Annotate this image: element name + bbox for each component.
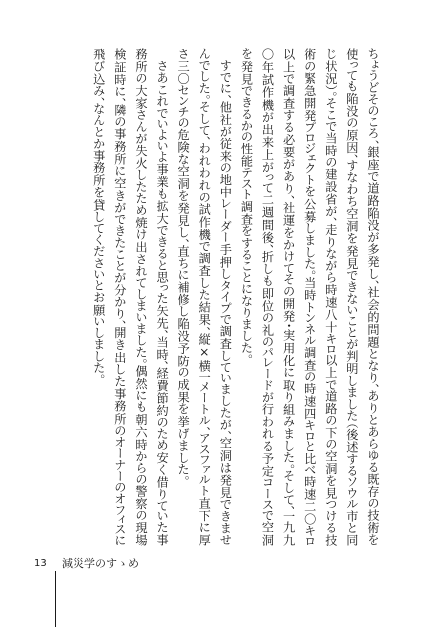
page-number: 13: [34, 558, 47, 569]
paragraph-3: さあこれでいよいよ事業も拡大できると思った矢先、当時、経費節約のため安く借りていた事務所の大家さんが失火したため焼け出されてしまいました。偶然にも朝六時からの警察の現場検証時に、隣の事務所に空きができたことが分かり、開き出した事務所のオーナーのオフィスに飛び込み、なんとか事務所を貸してくださいとお願いしました。: [91, 48, 170, 546]
paragraph-1: ちょうどそのころ、銀座で道路陥没が多発し、社会的問題となり、ありとあらゆる既存の技術を使っても陥没の原因、すなわち空洞を発見できないことが判明しました（後述するソウル市と同じ状況）。そこで当時の建設省が、走りながら時速八十キロ以上で道路の下の空洞を見つける技術の緊急開発プロジェクトを公募しました。当時トンネル調査の時速四キロと比べ時速二〇キロ以上で調査する必要があり、社運をかけてその開発・実用化に取り組みました。そして、一九九〇年試作機が出来上がって二週間後、折しも即位の礼のパレードが行われる予定コースで空洞を発見できるかの性能テスト調査をすることになりました。: [239, 48, 380, 546]
vertical-body-text: [38, 48, 383, 546]
footer-vertical-rule: [55, 571, 56, 627]
paragraph-2: すでに、他社が従来の地中レーダー手押しタイプで調査していましたが、空洞は発見できませんでした。そして、われわれの試作機で調査した結果、縦×横一メートル、アスファルト直下に厚さ三〇センチの危険な空洞を発見し、直ちに補修し陥没予防の成果を挙げました。: [176, 48, 233, 546]
running-title: 減災学のすゝめ: [62, 557, 139, 570]
